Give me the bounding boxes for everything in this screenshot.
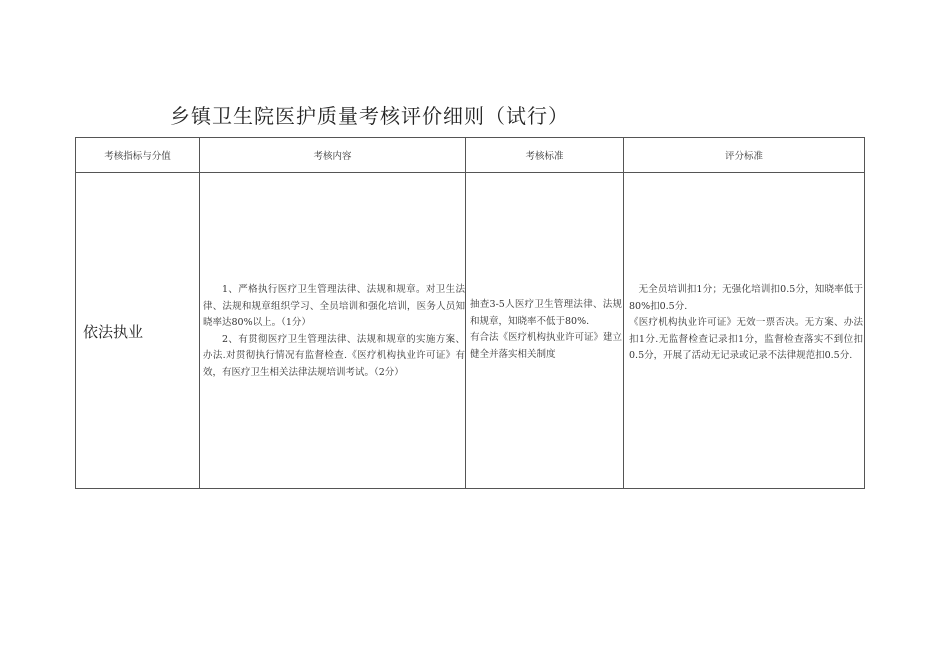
document-title: 乡镇卫生院医护质量考核评价细则（试行） — [170, 104, 569, 128]
evaluation-table — [75, 137, 865, 489]
content-item-2: 2、有贯彻医疗卫生管理法律、法规和规章的实施方案、办法.对贯彻执行情况有监督检查.《医疗机构执业许可证》有效，有医疗卫生相关法律法规培训考试。（2分） — [203, 333, 465, 378]
standard-item-2: 有合法《医疗机构执业许可证》建立健全并落实相关制度 — [470, 332, 623, 360]
table-header-row — [76, 138, 865, 173]
header-standard: 考核标准 — [466, 138, 624, 173]
header-scoring: 评分标准 — [624, 138, 865, 173]
scoring-item-1: 无全员培训扣1分；无强化培训扣0.5分，知晓率低于80%扣0.5分. — [629, 284, 863, 312]
scoring-item-2: 《医疗机构执业许可证》无效一票否决。无方案、办法扣1分.无监督检查记录扣1分，监督检查落实不到位扣0.5分，开展了活动无记录或记录不法律规范扣0.5分. — [629, 317, 863, 361]
header-content: 考核内容 — [200, 138, 466, 173]
standard-item-1: 抽查3-5人医疗卫生管理法律、法规和规章，知晓率不低于80%. — [470, 299, 622, 327]
content-cell — [200, 173, 466, 489]
content-item-1: 1、严格执行医疗卫生管理法律、法规和规章。对卫生法律、法规和规章组织学习、全员培训和强化培训，医务人员知晓率达80%以上。（1分） — [203, 284, 465, 328]
header-indicator: 考核指标与分值 — [76, 138, 200, 173]
standard-cell — [466, 173, 624, 489]
indicator-cell — [76, 173, 200, 489]
scoring-cell — [624, 173, 865, 489]
table-row — [76, 173, 865, 489]
indicator-label: 依法执业 — [83, 323, 144, 341]
